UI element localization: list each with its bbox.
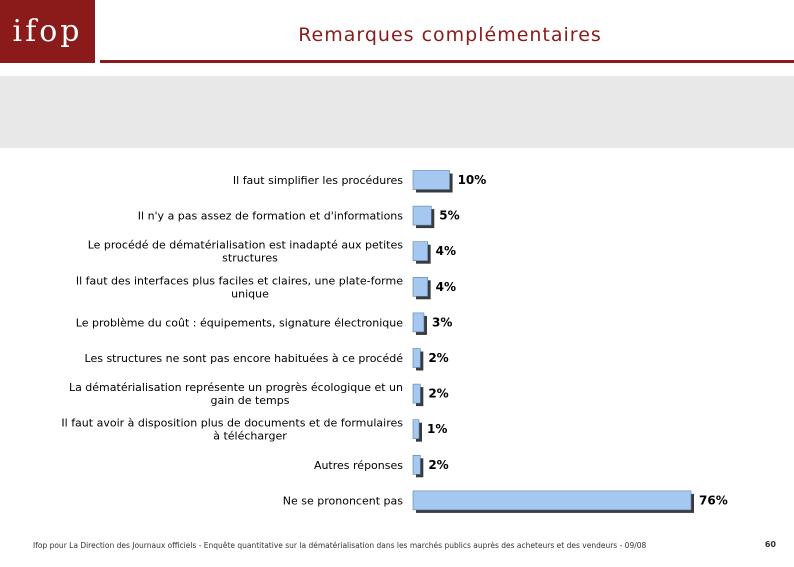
data-label: 4% xyxy=(435,279,457,294)
header-band xyxy=(0,76,794,148)
data-label: 2% xyxy=(428,386,449,401)
data-label: 2% xyxy=(428,457,449,472)
category-label: Il faut avoir à disposition plus de documents et de formulaires xyxy=(61,416,403,430)
data-label: 76% xyxy=(699,493,728,508)
data-label: 10% xyxy=(457,173,487,187)
category-label: à télécharger xyxy=(213,429,287,443)
data-label: 5% xyxy=(439,208,460,223)
bar xyxy=(413,171,450,190)
category-label: gain de temps xyxy=(210,394,290,408)
data-label: 2% xyxy=(428,351,449,365)
logo-text: ifop xyxy=(12,14,83,49)
category-label: Ne se prononcent pas xyxy=(282,494,403,508)
bar xyxy=(413,206,431,225)
page-number: 60 xyxy=(764,540,776,549)
category-label: structures xyxy=(222,251,278,265)
page-title: Remarques complémentaires xyxy=(298,24,602,46)
data-label: 4% xyxy=(435,244,457,259)
data-label: 3% xyxy=(431,315,453,330)
category-label: Les structures ne sont pas encore habituées à ce procédé xyxy=(84,352,403,365)
category-label: unique xyxy=(231,287,269,301)
bar xyxy=(413,384,420,403)
category-label: La dématérialisation représente un progrès écologique et un xyxy=(68,381,403,395)
category-label: Il faut simplifier les procédures xyxy=(232,174,403,187)
bar xyxy=(413,455,420,474)
bar xyxy=(413,420,419,439)
bar-chart xyxy=(0,150,794,530)
ifop-logo xyxy=(0,0,95,63)
title-divider xyxy=(100,60,794,63)
footer-text: Ifop pour La Direction des Journaux officiels - Enquête quantitative sur la dématérialisation dans les marchés publics auprès des acheteurs et des vendeurs - 09/08 xyxy=(33,541,647,550)
category-label: Il faut des interfaces plus faciles et claires, une plate-forme xyxy=(75,274,403,288)
category-label: Autres réponses xyxy=(313,458,403,472)
bar xyxy=(413,313,424,332)
data-label: 1% xyxy=(427,422,448,437)
category-label: Le procédé de dématérialisation est inadapté aux petites xyxy=(87,238,403,252)
bar xyxy=(413,349,420,368)
category-label: Le problème du coût : équipements, signature électronique xyxy=(75,316,403,330)
bar xyxy=(413,491,691,510)
category-label: Il n'y a pas assez de formation et d'informations xyxy=(137,209,403,223)
bar xyxy=(413,277,428,296)
bar xyxy=(413,242,428,261)
